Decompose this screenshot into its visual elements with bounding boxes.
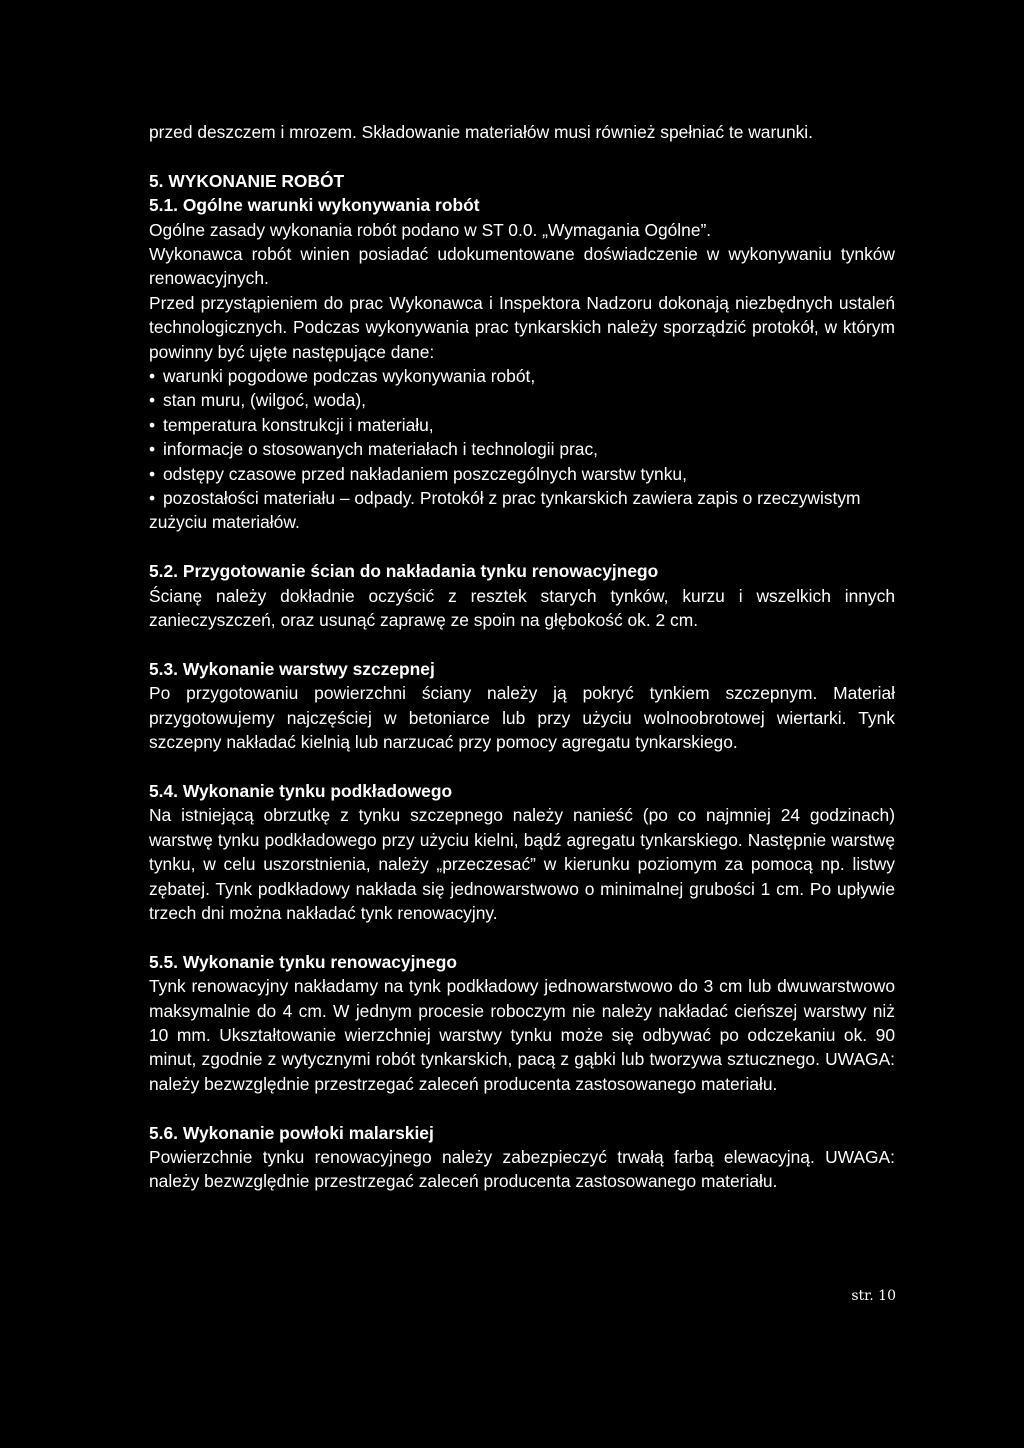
paragraph-5-5: Tynk renowacyjny nakładamy na tynk podkładowy jednowarstwowo do 3 cm lub dwuwarstwowo maksymalnie do 4 cm. W jednym procesie roboczym nie należy nakładać cieńszej warstwy niż 10 mm. Ukształtowanie wierzchniej warstwy tynku może się odbywać po odczekaniu ok. 90 minut, zgodnie z wytycznymi robót tynkarskich, pacą z gąbki lub tworzywa sztucznego. UWAGA: należy bezwzględnie przestrzegać zaleceń producenta zastosowanego materiału. (149, 976, 895, 1094)
paragraph-5-3: Po przygotowaniu powierzchni ściany należy ją pokryć tynkiem szczepnym. Materiał przygotowujemy najczęściej w betoniarce lub przy użyciu wolnoobrotowej wiertarki. Tynk szczepny nakładać kielnią lub narzucać przy pomocy agregatu tynkarskiego. (149, 683, 895, 753)
paragraph-5-2: Ścianę należy dokładnie oczyścić z resztek starych tynków, kurzu i wszelkich innych zanieczyszczeń, oraz usunąć zaprawę ze spoin na głębokość ok. 2 cm. (149, 585, 895, 631)
spacer (149, 755, 895, 779)
subsection-heading-5-6: 5.6. Wykonanie powłoki malarskiej (149, 1122, 434, 1143)
spacer (149, 633, 895, 657)
protocol-summary: Protokół z prac tynkarskich zawiera zapis o rzeczywistym zużyciu materiałów. (149, 488, 861, 533)
paragraph-5-1-contractor: Wykonawca robót winien posiadać udokumentowane doświadczenie w wykonywaniu tynków renowacyjnych. (149, 244, 895, 289)
list-item-text: pozostałości materiału – odpady. (163, 488, 415, 509)
list-item: • informacje o stosowanych materiałach i technologii prac, (149, 437, 895, 461)
paragraph-5-6: Powierzchnie tynku renowacyjnego należy zabezpieczyć trwałą farbą elewacyjną. UWAGA: należy bezwzględnie przestrzegać zaleceń producenta zastosowanego materiału. (149, 1146, 895, 1192)
subsection-heading-5-4: 5.4. Wykonanie tynku podkładowego (149, 780, 453, 801)
document-page (149, 120, 895, 1194)
section-title: 5. WYKONANIE ROBÓT (149, 170, 345, 191)
list-item (149, 486, 895, 535)
list-item: • odstępy czasowe przed nakładaniem poszczególnych warstw tynku, (149, 462, 895, 486)
intro-paragraph: przed deszczem i mrozem. Składowanie materiałów musi również spełniać te warunki. (149, 122, 814, 142)
spacer (149, 925, 895, 949)
spacer (149, 535, 895, 559)
paragraph-5-1-protocol: Przed przystąpieniem do prac Wykonawca i Inspektora Nadzoru dokonają niezbędnych ustaleń technologicznych. Podczas wykonywania prac tynkarskich należy sporządzić protokół, w którym powinny być ujęte następujące dane: (149, 292, 895, 362)
subsection-heading-5-2: 5.2. Przygotowanie ścian do nakładania tynku renowacyjnego (149, 561, 659, 582)
page-number: str. 10 (851, 1288, 896, 1304)
subsection-heading-5-5: 5.5. Wykonanie tynku renowacyjnego (149, 951, 457, 972)
list-item: • warunki pogodowe podczas wykonywania robót, (149, 364, 895, 388)
paragraph-5-4: Na istniejącą obrzutkę z tynku szczepnego należy nanieść (po co najmniej 24 godzinach) warstwę tynku podkładowego przy użyciu kielni, bądź agregatu tynkarskiego. Następnie warstwę tynku, w celu uszorstnienia, należy „przeczesać” w kierunku poziomym za pomocą np. listwy zębatej. Tynk podkładowy nakłada się jednowarstwowo o minimalnej grubości 1 cm. Po upływie trzech dni można nakładać tynk renowacyjny. (149, 805, 895, 923)
spacer (149, 1096, 895, 1120)
list-item: • temperatura konstrukcji i materiału, (149, 413, 895, 437)
paragraph-5-1-general: Ogólne zasady wykonania robót podano w ST 0.0. „Wymagania Ogólne”. (149, 219, 712, 240)
subsection-heading-5-3: 5.3. Wykonanie warstwy szczepnej (149, 658, 435, 679)
protocol-data-list (149, 364, 895, 535)
spacer (149, 144, 895, 168)
subsection-heading-5-1: 5.1. Ogólne warunki wykonywania robót (149, 195, 480, 216)
list-item: • stan muru, (wilgoć, woda), (149, 388, 895, 412)
